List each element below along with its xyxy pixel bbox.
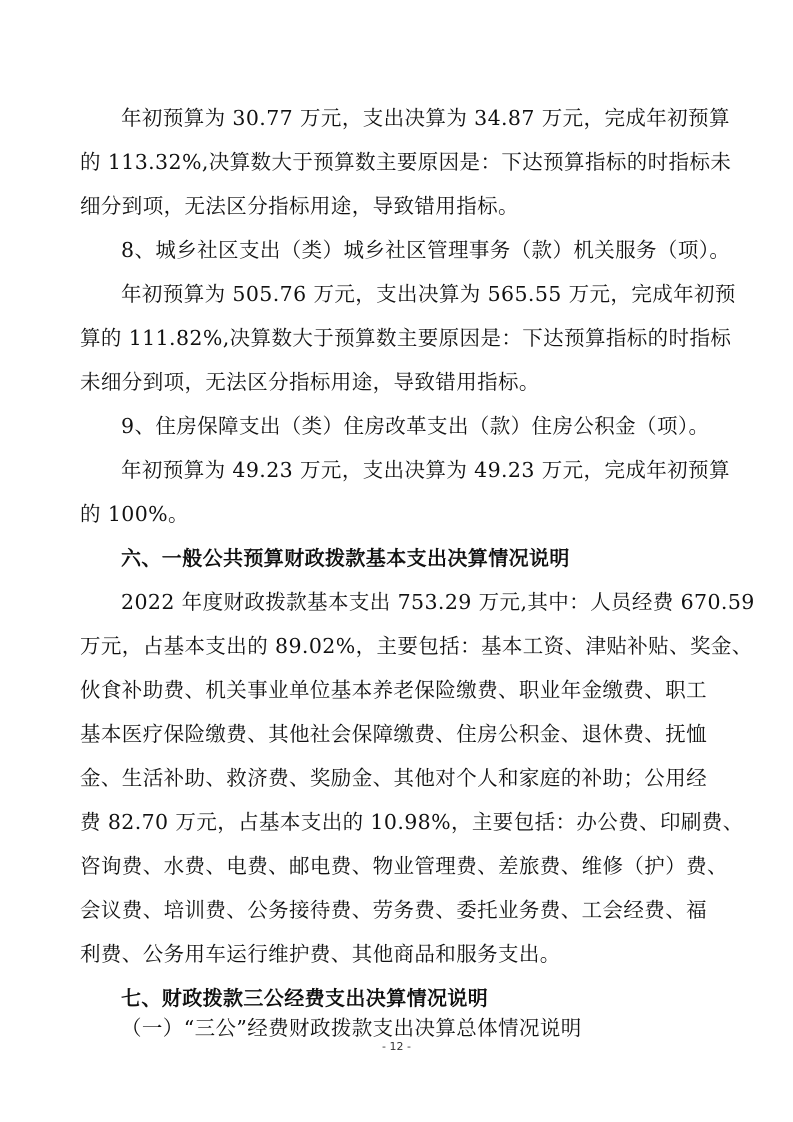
paragraph-line: 会议费、培训费、公务接待费、劳务费、委托业务费、工会经费、福 xyxy=(80,898,707,922)
paragraph-line: 金、生活补助、救济费、奖励金、其他对个人和家庭的补助；公用经 xyxy=(80,766,707,790)
subsection-heading: （一）“三公”经费财政拨款支出决算总体情况说明 xyxy=(121,1016,582,1040)
paragraph-line: 年初预算为 30.77 万元，支出决算为 34.87 万元，完成年初预算 xyxy=(121,106,730,130)
paragraph-line: 细分到项，无法区分指标用途，导致错用指标。 xyxy=(80,194,519,218)
paragraph-line: 咨询费、水费、电费、邮电费、物业管理费、差旅费、维修（护）费、 xyxy=(80,854,728,878)
paragraph-line: 年初预算为 49.23 万元，支出决算为 49.23 万元，完成年初预算 xyxy=(121,458,730,482)
paragraph-line: 基本医疗保险缴费、其他社会保障缴费、住房公积金、退休费、抚恤 xyxy=(80,722,707,746)
paragraph-line: 算的 111.82%,决算数大于预算数主要原因是：下达预算指标的时指标 xyxy=(80,326,732,350)
paragraph-line: 2022 年度财政拨款基本支出 753.29 万元,其中：人员经费 670.59 xyxy=(121,590,755,614)
section-heading-7: 七、财政拨款三公经费支出决算情况说明 xyxy=(121,986,489,1010)
item-heading-9: 9、住房保障支出（类）住房改革支出（款）住房公积金（项）。 xyxy=(121,414,710,438)
paragraph-line: 费 82.70 万元，占基本支出的 10.98%，主要包括：办公费、印刷费、 xyxy=(80,810,744,834)
section-heading-6: 六、一般公共预算财政拨款基本支出决算情况说明 xyxy=(121,546,570,570)
paragraph-line: 的 100%。 xyxy=(80,502,189,526)
paragraph-line: 伙食补助费、机关事业单位基本养老保险缴费、职业年金缴费、职工 xyxy=(80,678,707,702)
paragraph-line: 年初预算为 505.76 万元，支出决算为 565.55 万元，完成年初预 xyxy=(121,282,736,306)
item-heading-8: 8、城乡社区支出（类）城乡社区管理事务（款）机关服务（项）。 xyxy=(121,238,731,262)
page-number: - 12 - xyxy=(382,1040,411,1053)
paragraph-line: 利费、公务用车运行维护费、其他商品和服务支出。 xyxy=(80,942,561,966)
paragraph-line: 未细分到项，无法区分指标用途，导致错用指标。 xyxy=(80,370,540,394)
paragraph-line: 万元，占基本支出的 89.02%，主要包括：基本工资、津贴补贴、奖金、 xyxy=(80,634,753,658)
paragraph-line: 的 113.32%,决算数大于预算数主要原因是：下达预算指标的时指标未 xyxy=(80,150,732,174)
